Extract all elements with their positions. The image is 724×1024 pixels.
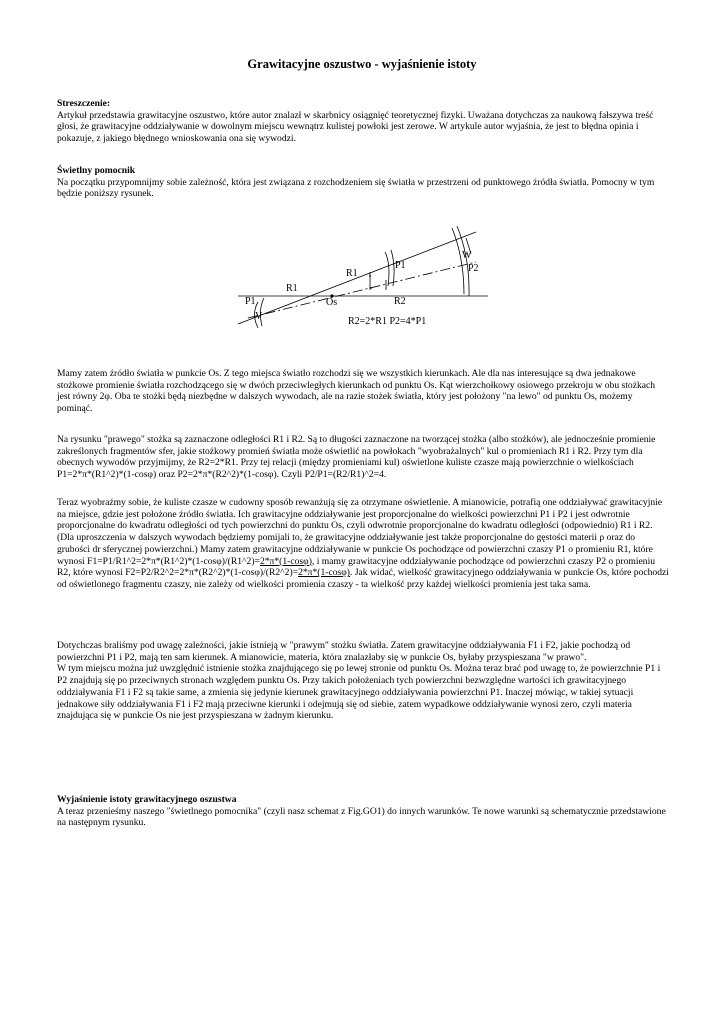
label-r1-left: R1 [286, 283, 298, 294]
paragraph-3-part-c: . Jak widać, wielkość grawitacyjnego oddziaływania w punkcie Os, które pochodzi od oświetlonego fragmentu czaszy, nie zależy od wielkości promienia czaszy - ta wielkość przy każdej wielkości promienia jest taka sama. [57, 567, 669, 590]
label-v: V [255, 311, 263, 322]
section-light-helper [57, 165, 669, 200]
document-title: Grawitacyjne oszustwo - wyjaśnienie istoty [247, 57, 477, 71]
label-r1-upper: R1 [346, 268, 358, 279]
paragraph-2 [57, 434, 669, 481]
phi-dot-1 [369, 275, 371, 277]
paragraph-4-text-a: Dotychczas braliśmy pod uwagę zależności, jakie istnieją w "prawym" stożku światła. Zatem grawitacyjne oddziaływania F1 i F2, jakie pochodzą od powierzchni P1 i P2, mają ten sam kierunek. A mianowicie, materia, która znalazłaby się w punkcie Os, byłaby przyspieszana "w prawo". [57, 640, 631, 663]
abstract-section [57, 98, 669, 145]
paragraph-3-text [57, 497, 669, 591]
section-explanation-heading: Wyjaśnienie istoty grawitacyjnego oszustwa [57, 794, 237, 805]
paragraph-1-text: Mamy zatem źródło światła w punkcie Os. Z tego miejsca światło rozchodzi się we wszystkich kierunkach. Ale dla nas interesujące są dwa jednakowe stożkowe promienie światła rozchodzącego się w dwóch przeciwległych kierunkach od punktu Os. Kąt wierzchołkowy osiowego przekroju w obu stożkach jest równy 2φ. Oba te stożki będą niezbędne w dalszych wywodach, ale na razie stożek światła, który jest położony "na lewo" od punktu Os, możemy pominąć. [57, 368, 656, 415]
label-p1-right: P1 [395, 260, 406, 271]
label-p2: P2 [468, 263, 479, 274]
abstract-heading: Streszczenie: [57, 98, 111, 109]
section-explanation [57, 794, 669, 829]
label-r2: R2 [394, 296, 406, 307]
label-relation: R2=2*R1 P2=4*P1 [348, 316, 427, 327]
phi-dot-2 [370, 287, 372, 289]
formula-f1-result: 2*π*(1-cosφ) [259, 555, 312, 567]
abstract-text: Artykuł przedstawia grawitacyjne oszustwo, które autor znalazł w skarbnicy osiągnięć teoretycznej fizyki. Uważana dotychczas za naukową fałszywa treść głosi, że grawitacyjne oddziaływanie w dowolnym miejscu wewnątrz kulistej powłoki jest zerowe. W artykule autor wyjaśnia, że jest to błędna opinia i pokazuje, z jakiego błędnego wnioskowania ona się wywodzi. [57, 109, 654, 145]
section-light-helper-heading: Świetlny pomocnik [57, 165, 136, 176]
p2-arc-inner [457, 226, 469, 296]
paragraph-3-part-b: , i mamy grawitacyjne oddziaływanie pochodzące od powierzchni czaszy P2 o promieniu R2, które wynosi F2=P2/R2^2=2*π*(R2^2)*(1-cosφ)/(R2^2)= [57, 555, 656, 579]
label-os: Os [326, 297, 338, 308]
p1-arc-inner [391, 250, 394, 286]
label-p1-left: P1 [245, 296, 256, 307]
section-light-helper-intro: Na początku przypomnijmy sobie zależność, która jest związana z rozchodzeniem się światła w przestrzeni od punktowego źródła światła. Pomocny w tym będzie poniższy rysunek. [57, 176, 655, 200]
paragraph-3 [57, 497, 669, 591]
paragraph-4 [57, 640, 669, 722]
formula-f2-result: 2*π*(1-cosφ) [298, 567, 351, 579]
p2-arc-outer [452, 228, 464, 294]
section-explanation-text: A teraz przenieśmy naszego "świetlnego pomocnika" (czyli nasz schemat z Fig.GO1) do innych warunków. Te nowe warunki są schematycznie przedstawione na następnym rysunku. [57, 805, 666, 829]
cone-axis-line [248, 262, 476, 318]
paragraph-3-part-a: Teraz wyobraźmy sobie, że kuliste czasze w cudowny sposób rewanżują się za otrzymane oświetlenie. A mianowicie, potrafią one oddziaływać grawitacyjnie na miejsce, gdzie jest położone źródło światła. Ich grawitacyjne oddziaływanie jest proporcjonalne do wielkości powierzchni P1 i P2 i jest odwrotnie proporcjonalne do kwadratu odległości od tych powierzchni do punktu Os, czyli odwrotnie proporcjonalne do kwadratu odległości (odpowiednio) R1 i R2. (Dla uproszczenia w dalszych wywodach będziemy pomijali to, że grawitacyjne oddziaływanie jest także proporcjonalne do gęstości materii ρ oraz do grubości dr sferycznej powierzchni.) Mamy zatem grawitacyjne oddziaływanie w punkcie Os pochodzące od powierzchni czaszy P1 o promieniu R1, które wynosi F1=P1/R1^2=2*π*(R1^2)*(1-cosφ)/(R1^2)= [57, 497, 663, 567]
label-w: W [462, 250, 472, 261]
paragraph-4-text-b: W tym miejscu można już uwzględnić istnienie stożka znajdującego się po lewej stronie od punktu Os. Można teraz brać pod uwagę to, że powierzchnie P1 i P2 znajdują się po przeciwnych stronach względem punktu Os. Przy takich położeniach tych powierzchni bezwzględne wartości ich grawitacyjnego oddziaływania F1 i F2 są takie same, a zmienia się jedynie kierunek grawitacyjnego oddziaływania powierzchni P1. Inaczej mówiąc, w takiej sytuacji jednakowe siły oddziaływania F1 i F2 mają przeciwne kierunki i odejmują się od siebie, zatem wypadkowe oddziaływanie wynosi zero, czyli materia znajdująca się w punkcie Os nie jest przyspieszana w żadnym kierunku. [57, 663, 661, 722]
figure-go1 [228, 218, 500, 348]
paragraph-1 [57, 368, 669, 415]
paragraph-2-text: Na rysunku "prawego" stożka są zaznaczone odległości R1 i R2. Są to długości zaznaczone na tworzącej stożka (albo stożków), ale jednocześnie promienie zakreślonych fragmentów sfer, jakie stożkowy promień światła może oświetlić na powłokach "wyobrażalnych" kul o promieniach R1 i R2. Przy tym dla obecnych wywodów przyjmijmy, że R2=2*R1. Przy tej relacji (między promieniami kul) oświetlone kuliste czasze mają powierzchnie o wielkościach P1=2*π*(R1^2)*(1-cosφ) oraz P2=2*π*(R2^2)*(1-cosφ). Czyli P2/P1=(R2/R1)^2=4. [57, 434, 656, 481]
